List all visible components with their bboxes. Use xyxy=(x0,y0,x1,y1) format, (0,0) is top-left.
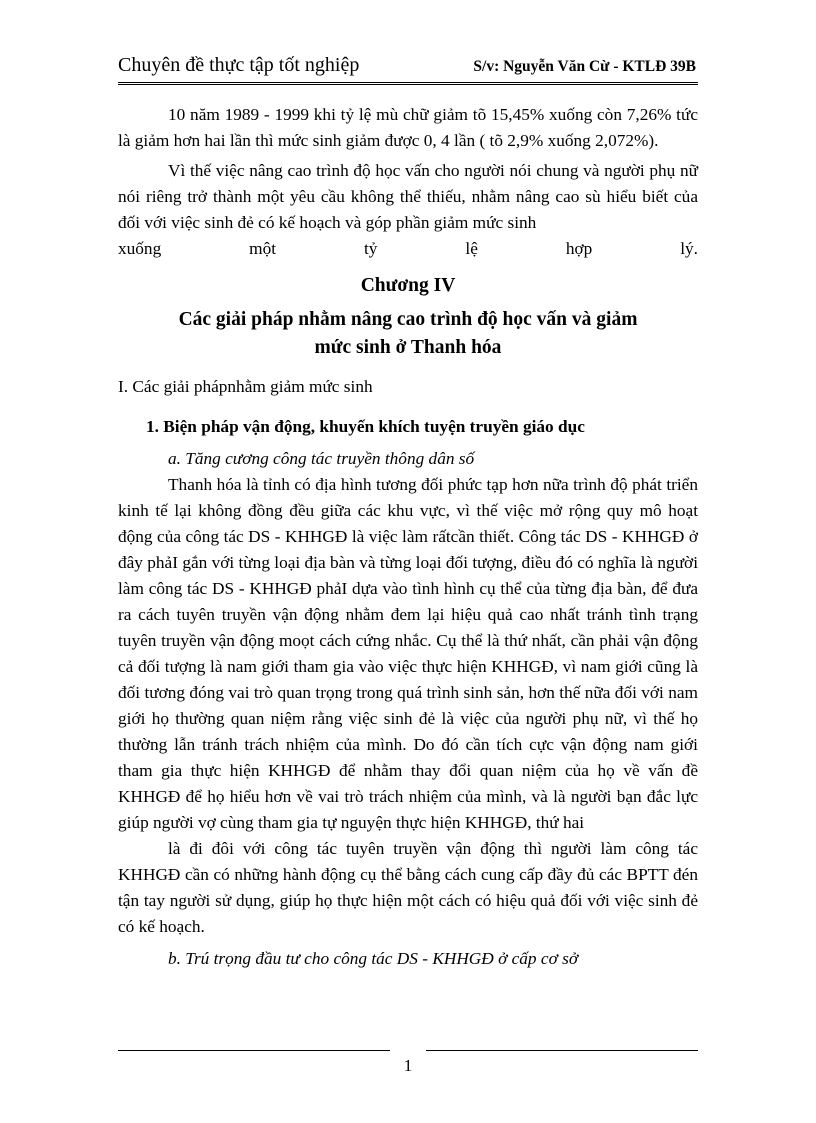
page-header xyxy=(118,52,698,85)
chapter-subtitle-line-1: Các giải pháp nhằm nâng cao trình độ học vấn và giảm xyxy=(178,309,638,330)
paragraph-3: Thanh hóa là tỉnh có địa hình tương đối phức tạp hơn nữa trình độ phát triển kinh tế lại không đồng đều giữa các khu vực, vì thế việc mở rộng quy mô hoạt động của công tác DS - KHHGĐ là việc làm rấtcần thiết. Công tác DS - KHHGĐ ở đây phảI gắn với từng loại địa bàn và từng loại đối tượng, điều đó có nghĩa là người làm công tác DS - KHHGĐ phảI dựa vào tình hình cụ thể của từng địa bàn, để đưa ra cách tuyên truyền vận động nhằm đem lại hiệu quả cao nhất tránh tình trạng tuyên truyền vận động moọt cách cứng nhắc. Cụ thể là thứ nhất, cần phải vận động cả đối tượng là nam giới tham gia vào việc thực hiện KHHGĐ, vì nam giới cũng là đối tương đóng vai trò quan trọng trong quá trình sinh sản, hơn thế nữa đối với nam giới họ thường quan niệm rằng việc sinh đẻ là việc của người phụ nữ, vì thế họ thường lẫn tránh trách nhiệm của mình. Do đó cần tích cực vận động nam giới tham gia thực hiện KHHGĐ để nhằm thay đổi quan niệm của họ về vấn đề KHHGĐ để họ hiểu hơn về vai trò trách nhiệm của mình, và là người bạn đắc lực giúp người vợ cùng tham gia tự nguyện thực hiện KHHGĐ, thứ hai xyxy=(118,475,698,832)
header-author: S/v: Nguyễn Văn Cừ - KTLĐ 39B xyxy=(473,58,696,75)
subsection-title: 1. Biện pháp vận động, khuyến khích tuyện truyền giáo dục xyxy=(146,417,585,436)
document-body xyxy=(118,102,698,972)
paragraph-2: Vì thế việc nâng cao trình độ học vấn cho người nói chung và người phụ nữ nói riêng trở thành một yêu cầu không thể thiếu, nhằm nâng cao sù hiểu biết của đối với việc sinh đẻ có kế hoạch và góp phần giảm mức sinh xyxy=(118,161,698,232)
chapter-subtitle-line-2: mức sinh ở Thanh hóa xyxy=(314,337,502,358)
chapter-title: Chương IV xyxy=(360,275,456,296)
item-a-heading: a. Tăng cương công tác truyền thông dân số xyxy=(168,449,475,468)
paragraph-1: 10 năm 1989 - 1999 khi tỷ lệ mù chữ giảm tõ 15,45% xuống còn 7,26% tức là giảm hơn hai lần thì mức sinh giảm được 0, 4 lần ( tõ 2,9% xuống 2,072%). xyxy=(118,105,698,150)
footer-rule-right xyxy=(426,1050,698,1051)
header-document-title: Chuyên đề thực tập tốt nghiệp xyxy=(118,54,360,76)
section-title: I. Các giải phápnhằm giảm mức sinh xyxy=(118,377,373,396)
item-b-heading: b. Trú trọng đầu tư cho công tác DS - KHHGĐ ở cấp cơ sở xyxy=(168,949,579,968)
paragraph-2-last-line: xuống một tỷ lệ hợp lý. xyxy=(118,239,698,258)
page-number: 1 xyxy=(403,1056,413,1075)
paragraph-4: là đi đôi với công tác tuyên truyền vận động thì người làm công tác KHHGĐ cần có những hành động cụ thể bằng cách cung cấp đầy đủ các BPTT đén tận tay người sử dụng, giúp họ thực hiện một cách có hiệu quả đối với việc sinh đẻ có kế hoạch. xyxy=(118,839,698,936)
footer-rule-left xyxy=(118,1050,390,1051)
